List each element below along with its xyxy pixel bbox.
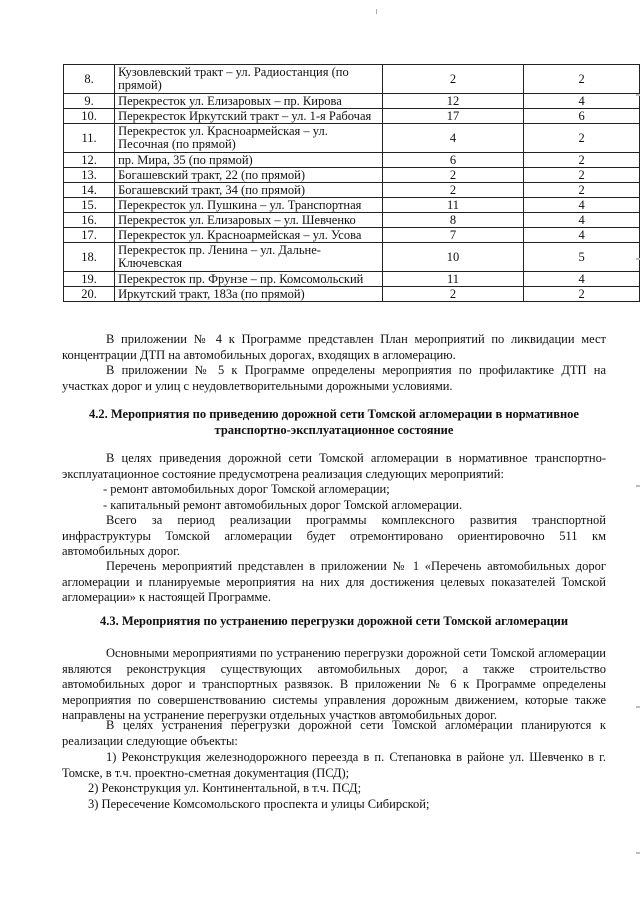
- row-number: 18.: [64, 243, 115, 272]
- row-number: 13.: [64, 168, 115, 183]
- table-row: [64, 287, 640, 302]
- location-name: пр. Мира, 35 (по прямой): [115, 153, 383, 168]
- value-cell: 8: [382, 213, 523, 228]
- value-cell: 4: [524, 94, 640, 109]
- list-item: 3) Пересечение Комсомольского проспекта и улицы Сибирской;: [88, 797, 430, 811]
- scan-mark: [636, 485, 640, 487]
- value-cell: 4: [524, 198, 640, 213]
- value-cell: 10: [382, 243, 523, 272]
- scan-mark: [636, 852, 640, 854]
- dtp-locations-table: [63, 64, 640, 302]
- scan-mark: [376, 9, 377, 14]
- table-row: [64, 243, 640, 272]
- value-cell: 2: [524, 124, 640, 153]
- row-number: 16.: [64, 213, 115, 228]
- location-name: Иркутский тракт, 183а (по прямой): [115, 287, 383, 302]
- value-cell: 2: [524, 287, 640, 302]
- scan-mark: [636, 706, 640, 708]
- row-number: 20.: [64, 287, 115, 302]
- location-name: Перекресток Иркутский тракт – ул. 1-я Рабочая: [115, 109, 383, 124]
- value-cell: 11: [382, 198, 523, 213]
- row-number: 17.: [64, 228, 115, 243]
- section-heading-4-3: 4.3. Мероприятия по устранению перегрузки дорожной сети Томской агломерации: [99, 614, 569, 628]
- location-name: Богашевский тракт, 22 (по прямой): [115, 168, 383, 183]
- table-row: [64, 198, 640, 213]
- paragraph-objects-intro: В целях устранения перегрузки дорожной сети Томской агломерации планируются к реализации следующие объекты:: [62, 718, 606, 748]
- value-cell: 2: [524, 153, 640, 168]
- location-name: Богашевский тракт, 34 (по прямой): [115, 183, 383, 198]
- paragraph-section-4-2-intro: В целях приведения дорожной сети Томской агломерации в нормативное транспортно-эксплуатационное состояние предусмотрена реализация следующих мероприятий:: [62, 451, 606, 481]
- table-row: [64, 168, 640, 183]
- row-number: 11.: [64, 124, 115, 153]
- value-cell: 4: [524, 272, 640, 287]
- scan-mark: [636, 94, 640, 96]
- value-cell: 4: [524, 228, 640, 243]
- paragraph-appendix-5: В приложении № 5 к Программе определены мероприятия по профилактике ДТП на участках дорог и улиц с неудовлетворительными дорожными условиями.: [62, 363, 606, 393]
- list-item: 2) Реконструкция ул. Континентальной, в т.ч. ПСД;: [88, 781, 362, 795]
- paragraph-section-4-3-main: Основными мероприятиями по устранению перегрузки дорожной сети Томской агломерации являются реконструкция существующих автомобильных дорог, а также строительство автомобильных дорог и транспортных развязок. В приложении № 6 к Программе определены мероприятия по совершенствованию системы управления дорожным движением, которые также направлены на устранение перегрузки отдельных участков автомобильных дорог.: [62, 646, 606, 723]
- table-row: [64, 272, 640, 287]
- paragraph-appendix-4: В приложении № 4 к Программе представлен План мероприятий по ликвидации мест концентрации ДТП на автомобильных дорогах, входящих в агломерацию.: [62, 332, 606, 362]
- value-cell: 11: [382, 272, 523, 287]
- row-number: 19.: [64, 272, 115, 287]
- location-name: Перекресток пр. Фрунзе – пр. Комсомольский: [115, 272, 383, 287]
- row-number: 10.: [64, 109, 115, 124]
- list-item: - ремонт автомобильных дорог Томской агломерации;: [103, 482, 390, 496]
- value-cell: 2: [382, 287, 523, 302]
- location-name: Перекресток ул. Елизаровых – пр. Кирова: [115, 94, 383, 109]
- table-row: [64, 213, 640, 228]
- value-cell: 4: [524, 213, 640, 228]
- table-row: [64, 65, 640, 94]
- value-cell: 4: [382, 124, 523, 153]
- value-cell: 6: [382, 153, 523, 168]
- paragraph-appendix-1: Перечень мероприятий представлен в приложении № 1 «Перечень автомобильных дорог агломерации и планируемые мероприятия на них для достижения целевых показателей Томской агломерации» к настоящей Программе.: [62, 559, 606, 605]
- paragraph-repair-total: Всего за период реализации программы комплексного развития транспортной инфраструктуры Томской агломерации будет отремонтировано ориентировочно 511 км автомобильных дорог.: [62, 513, 606, 559]
- value-cell: 12: [382, 94, 523, 109]
- value-cell: 2: [382, 183, 523, 198]
- value-cell: 6: [524, 109, 640, 124]
- table-row: [64, 94, 640, 109]
- value-cell: 2: [524, 183, 640, 198]
- list-item: 1) Реконструкция железнодорожного переезда в п. Степановка в районе ул. Шевченко в г. Томске, в т.ч. проектно-сметная документация (ПСД);: [62, 750, 606, 780]
- row-number: 14.: [64, 183, 115, 198]
- list-item: - капитальный ремонт автомобильных дорог Томской агломерации.: [103, 498, 463, 512]
- location-name: Перекресток ул. Елизаровых – ул. Шевченко: [115, 213, 383, 228]
- table-row: [64, 124, 640, 153]
- value-cell: 2: [382, 65, 523, 94]
- section-heading-4-2: 4.2. Мероприятия по приведению дорожной сети Томской агломерации в нормативное транспортно-эксплуатационное состояние: [89, 407, 579, 437]
- location-name: Перекресток пр. Ленина – ул. Дальне-Ключевская: [115, 243, 383, 272]
- location-name: Перекресток ул. Красноармейская – ул. Усова: [115, 228, 383, 243]
- table-row: [64, 153, 640, 168]
- table-row: [64, 183, 640, 198]
- location-name: Перекресток ул. Пушкина – ул. Транспортная: [115, 198, 383, 213]
- value-cell: 2: [524, 65, 640, 94]
- value-cell: 7: [382, 228, 523, 243]
- row-number: 15.: [64, 198, 115, 213]
- value-cell: 2: [524, 168, 640, 183]
- scan-mark: [636, 258, 640, 260]
- table-row: [64, 109, 640, 124]
- table-row: [64, 228, 640, 243]
- location-name: Кузовлевский тракт – ул. Радиостанция (по прямой): [115, 65, 383, 94]
- row-number: 9.: [64, 94, 115, 109]
- row-number: 12.: [64, 153, 115, 168]
- value-cell: 2: [382, 168, 523, 183]
- value-cell: 5: [524, 243, 640, 272]
- value-cell: 17: [382, 109, 523, 124]
- location-name: Перекресток ул. Красноармейская – ул. Песочная (по прямой): [115, 124, 383, 153]
- row-number: 8.: [64, 65, 115, 94]
